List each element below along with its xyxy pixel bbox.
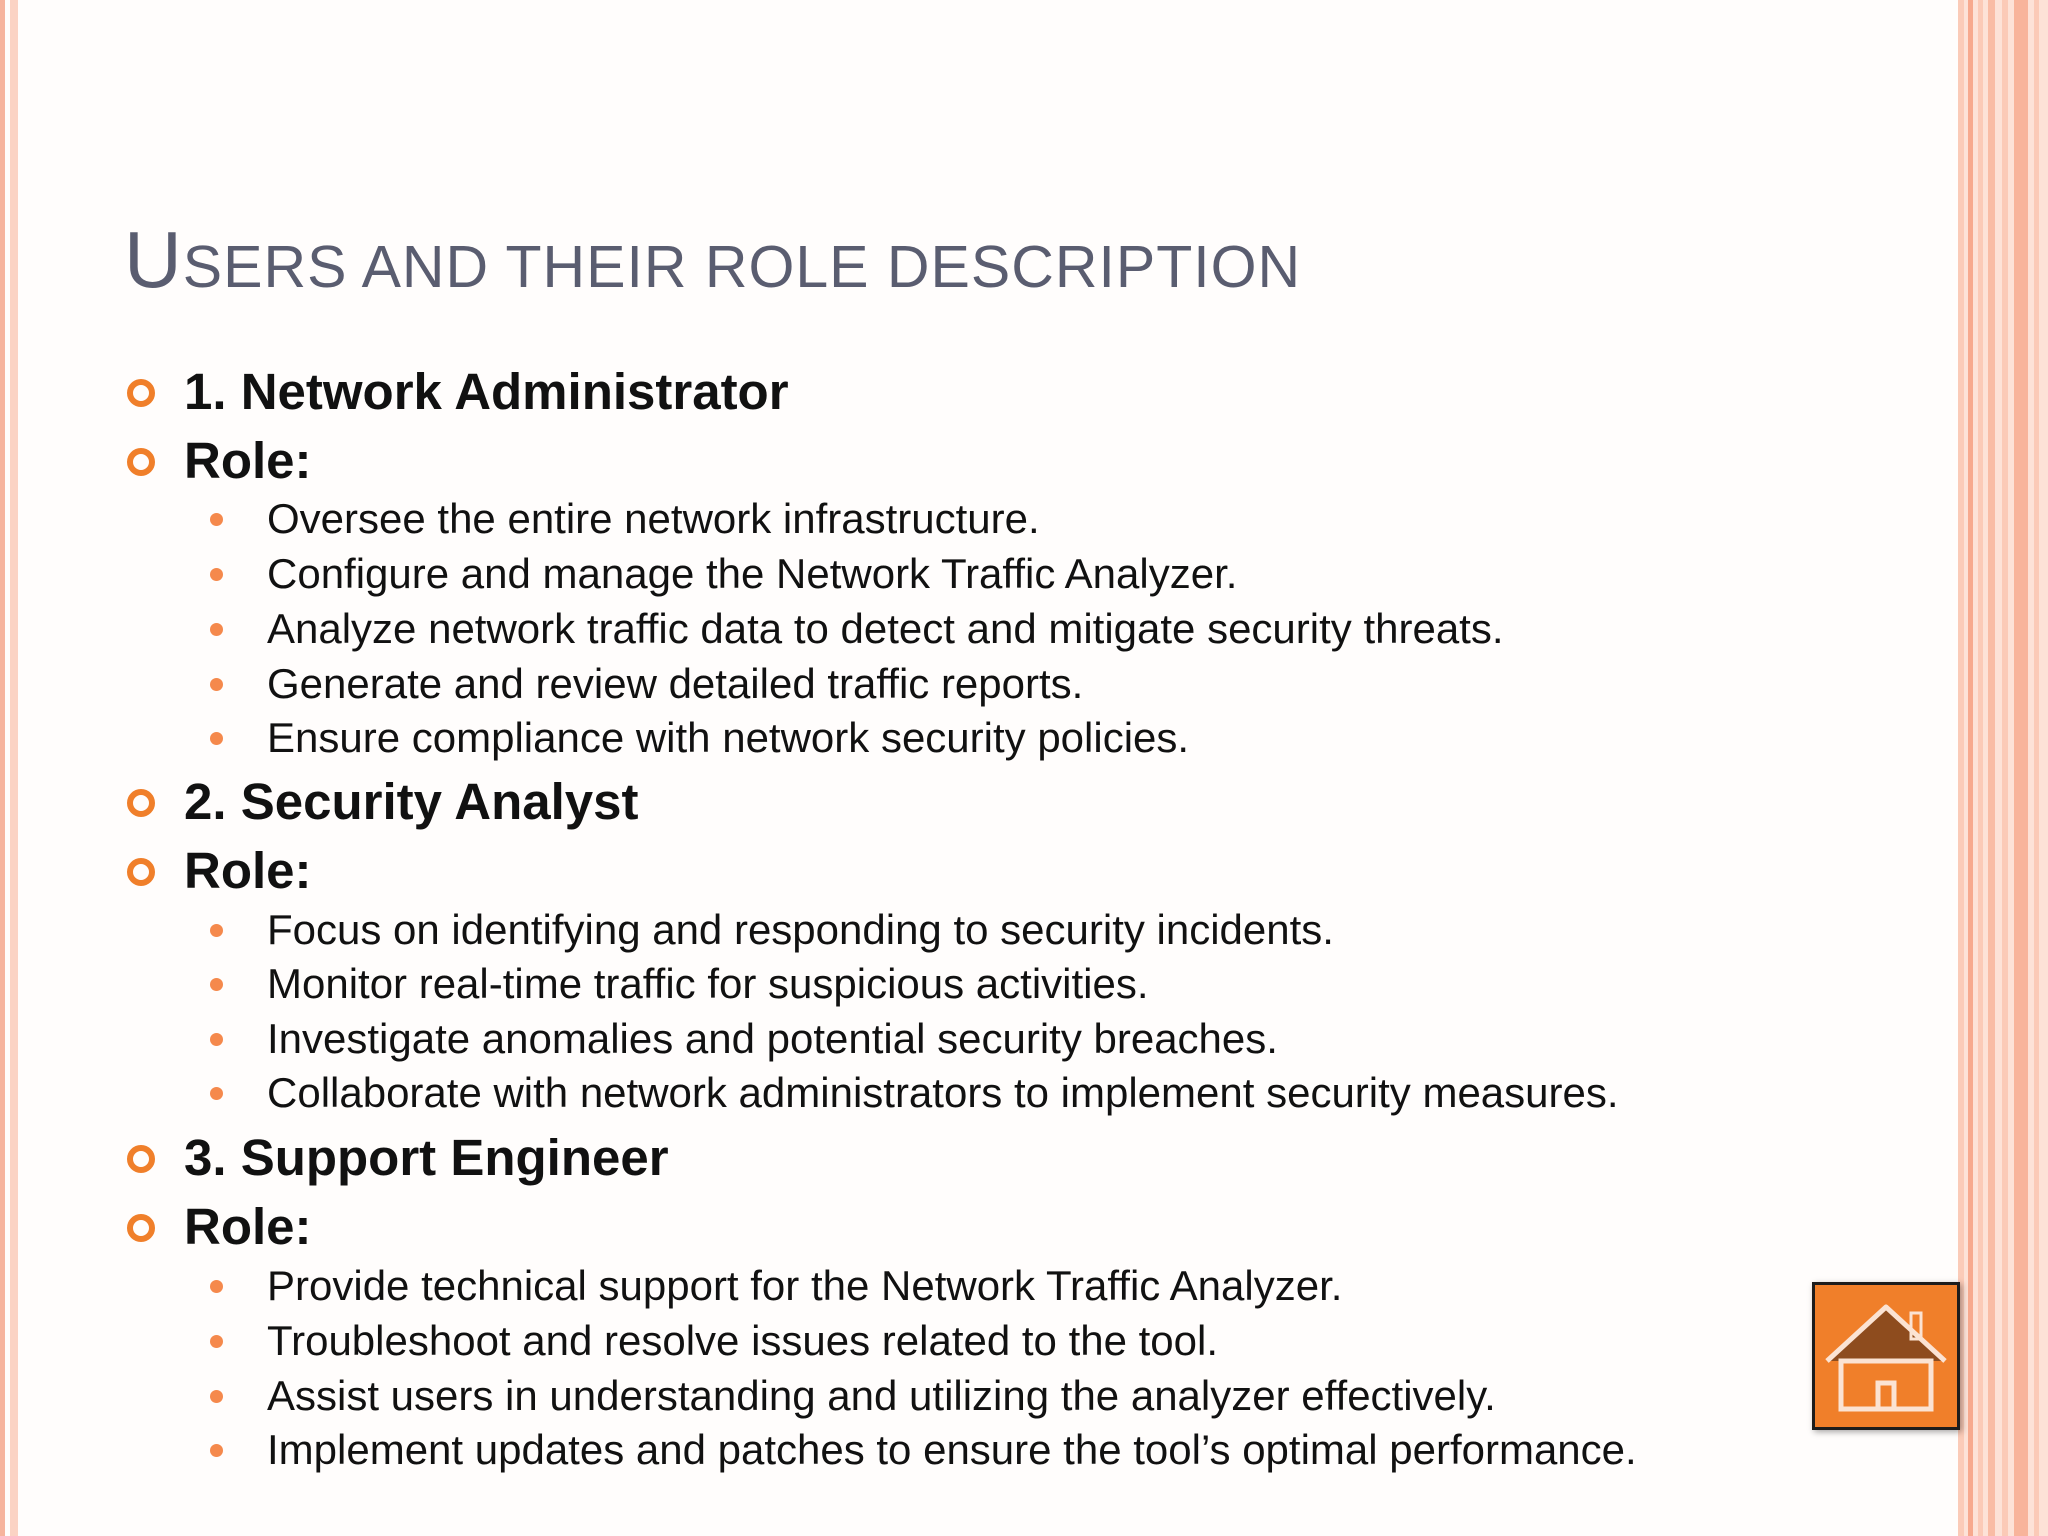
right-border-stripe <box>2034 0 2039 1536</box>
list-item-text: Ensure compliance with network security policies. <box>267 714 1190 761</box>
dot-bullet-icon <box>210 1444 223 1457</box>
role-label-text: Role: <box>184 842 312 899</box>
list-item-text: Analyze network traffic data to detect and mitigate security threats. <box>267 605 1504 652</box>
home-button[interactable] <box>1812 1282 1960 1430</box>
section-heading-text: 2. Security Analyst <box>184 773 639 830</box>
list-item-text: Implement updates and patches to ensure the tool’s optimal performance. <box>267 1426 1637 1473</box>
right-border-stripe <box>2002 0 2008 1536</box>
title-text: SERS AND THEIR ROLE DESCRIPTION <box>182 234 1302 300</box>
list-item <box>267 495 1040 542</box>
list-item-text: Monitor real-time traffic for suspicious activities. <box>267 960 1149 1007</box>
ring-bullet-icon <box>127 1214 155 1242</box>
list-item-text: Oversee the entire network infrastructure. <box>267 495 1040 542</box>
list-item-text: Investigate anomalies and potential security breaches. <box>267 1015 1278 1062</box>
ring-bullet-icon <box>127 858 155 886</box>
dot-bullet-icon <box>210 623 223 636</box>
section-heading <box>184 1129 669 1186</box>
list-item <box>267 1069 1619 1116</box>
ring-bullet-icon <box>127 1145 155 1173</box>
list-item <box>267 605 1504 652</box>
list-item <box>267 1426 1637 1473</box>
right-border-stripe <box>1968 0 1973 1536</box>
dot-bullet-icon <box>210 732 223 745</box>
list-item <box>267 1317 1219 1364</box>
left-border-stripe <box>0 0 5 1536</box>
list-item <box>267 1015 1278 1062</box>
list-item-text: Focus on identifying and responding to security incidents. <box>267 906 1334 953</box>
list-item <box>267 714 1190 761</box>
left-border-stripe <box>10 0 18 1536</box>
list-item-text: Collaborate with network administrators to implement security measures. <box>267 1069 1619 1116</box>
right-border-stripe <box>2014 0 2028 1536</box>
slide-title <box>124 214 1301 306</box>
dot-bullet-icon <box>210 1087 223 1100</box>
title-initial: U <box>124 215 183 304</box>
ring-bullet-icon <box>127 789 155 817</box>
role-label <box>184 842 312 899</box>
section-heading-text: 1. Network Administrator <box>184 363 789 420</box>
list-item <box>267 1372 1496 1419</box>
list-item-text: Configure and manage the Network Traffic Analyzer. <box>267 550 1238 597</box>
list-item <box>267 960 1149 1007</box>
list-item <box>267 660 1084 707</box>
list-item-text: Provide technical support for the Network Traffic Analyzer. <box>267 1262 1343 1309</box>
dot-bullet-icon <box>210 513 223 526</box>
list-item-text: Generate and review detailed traffic reports. <box>267 660 1084 707</box>
role-label-text: Role: <box>184 1198 312 1255</box>
dot-bullet-icon <box>210 978 223 991</box>
dot-bullet-icon <box>210 568 223 581</box>
dot-bullet-icon <box>210 678 223 691</box>
list-item-text: Troubleshoot and resolve issues related to the tool. <box>267 1317 1219 1364</box>
dot-bullet-icon <box>210 1335 223 1348</box>
ring-bullet-icon <box>127 379 155 407</box>
role-label-text: Role: <box>184 432 312 489</box>
dot-bullet-icon <box>210 1390 223 1403</box>
list-item <box>267 550 1238 597</box>
home-icon <box>1815 1285 1957 1427</box>
dot-bullet-icon <box>210 924 223 937</box>
section-heading <box>184 363 789 420</box>
role-label <box>184 1198 312 1255</box>
right-border-stripe <box>1978 0 1983 1536</box>
list-item <box>267 1262 1343 1309</box>
ring-bullet-icon <box>127 448 155 476</box>
dot-bullet-icon <box>210 1280 223 1293</box>
dot-bullet-icon <box>210 1033 223 1046</box>
role-label <box>184 432 312 489</box>
section-heading-text: 3. Support Engineer <box>184 1129 669 1186</box>
list-item-text: Assist users in understanding and utilizing the analyzer effectively. <box>267 1372 1496 1419</box>
right-border-stripe <box>1988 0 1995 1536</box>
list-item <box>267 906 1334 953</box>
section-heading <box>184 773 639 830</box>
